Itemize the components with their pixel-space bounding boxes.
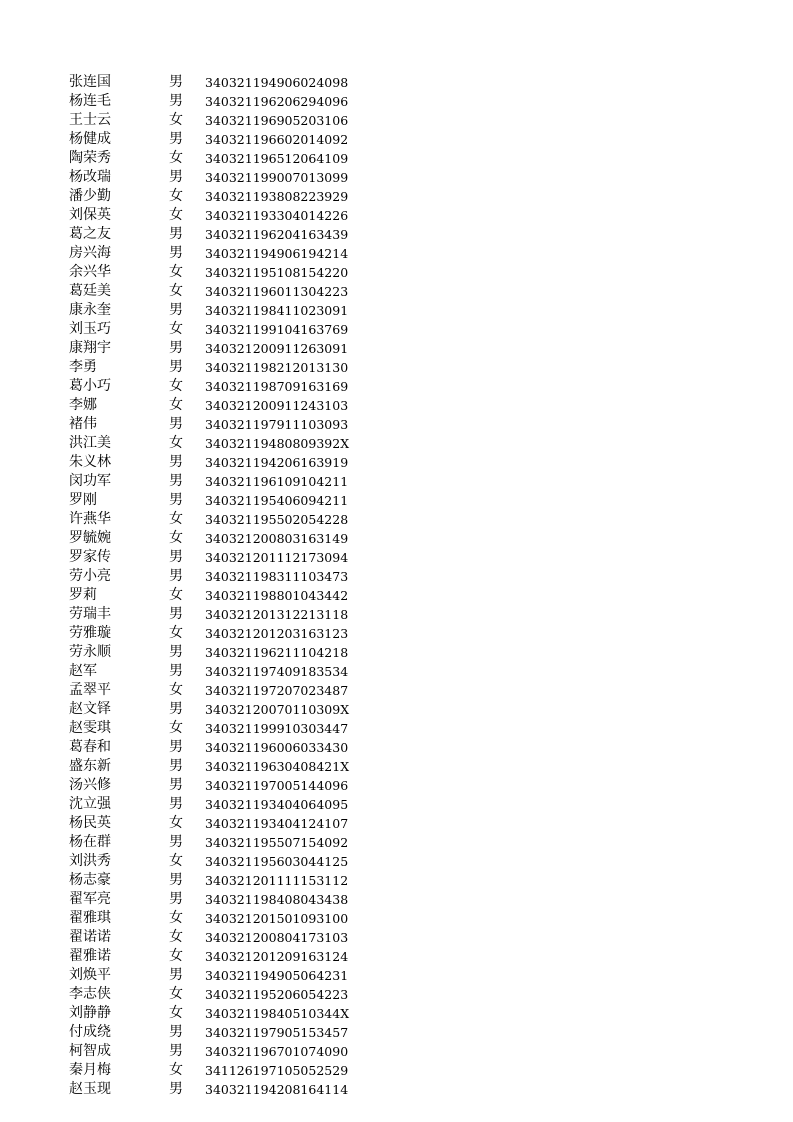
person-name: 柯智成	[69, 1043, 111, 1059]
table-row	[69, 111, 369, 130]
person-id-number: 340321200911263091	[205, 341, 349, 356]
table-row	[69, 738, 369, 757]
person-name: 刘保英	[69, 207, 111, 223]
person-gender: 女	[169, 264, 183, 280]
person-name: 刘洪秀	[69, 853, 111, 869]
person-gender: 男	[169, 967, 183, 983]
person-id-number: 340321195507154092	[205, 835, 349, 850]
person-id-number: 340321197905153457	[205, 1025, 349, 1040]
person-id-number: 340321194906024098	[205, 75, 349, 90]
person-gender: 女	[169, 682, 183, 698]
person-id-number: 340321200804173103	[205, 930, 349, 945]
table-row	[69, 358, 369, 377]
person-name: 康永奎	[69, 302, 111, 318]
person-id-number: 340321194906194214	[205, 246, 349, 261]
person-id-number: 340321196512064109	[205, 151, 349, 166]
person-name: 杨健成	[69, 131, 111, 147]
person-id-number: 340321197005144096	[205, 778, 349, 793]
person-gender: 男	[169, 226, 183, 242]
person-gender: 男	[169, 1081, 183, 1097]
person-id-number: 340321198411023091	[205, 303, 349, 318]
person-name: 沈立强	[69, 796, 111, 812]
person-name: 朱义林	[69, 454, 111, 470]
person-gender: 女	[169, 378, 183, 394]
person-name: 翟雅琪	[69, 910, 111, 926]
person-name: 汤兴修	[69, 777, 111, 793]
person-id-number: 340321196206294096	[205, 94, 349, 109]
table-row	[69, 985, 369, 1004]
person-gender: 男	[169, 644, 183, 660]
person-id-number: 340321200911243103	[205, 398, 349, 413]
person-name: 罗家传	[69, 549, 111, 565]
person-name: 王士云	[69, 112, 111, 128]
person-name: 杨民英	[69, 815, 111, 831]
person-name: 葛小巧	[69, 378, 111, 394]
person-gender: 女	[169, 929, 183, 945]
person-name: 潘少勤	[69, 188, 111, 204]
person-id-number: 340321193808223929	[205, 189, 349, 204]
person-id-number: 341126197105052529	[205, 1063, 349, 1078]
table-row	[69, 643, 369, 662]
person-name: 李勇	[69, 359, 97, 375]
table-row	[69, 1061, 369, 1080]
person-id-number: 340321194208164114	[205, 1082, 349, 1097]
table-row	[69, 225, 369, 244]
person-name: 刘焕平	[69, 967, 111, 983]
person-gender: 男	[169, 834, 183, 850]
person-name: 付成绕	[69, 1024, 111, 1040]
person-name: 葛之友	[69, 226, 111, 242]
person-name: 张连国	[69, 74, 111, 90]
person-gender: 女	[169, 435, 183, 451]
table-row	[69, 833, 369, 852]
person-id-number: 340321193404064095	[205, 797, 349, 812]
person-name: 秦月梅	[69, 1062, 111, 1078]
table-row	[69, 586, 369, 605]
person-gender: 女	[169, 112, 183, 128]
person-gender: 男	[169, 701, 183, 717]
table-row	[69, 700, 369, 719]
person-name: 劳雅璇	[69, 625, 111, 641]
person-id-number: 340321197207023487	[205, 683, 349, 698]
person-id-number: 34032120070110309X	[205, 702, 350, 717]
table-row	[69, 567, 369, 586]
person-gender: 男	[169, 549, 183, 565]
table-row	[69, 510, 369, 529]
table-row	[69, 529, 369, 548]
table-row	[69, 263, 369, 282]
table-row	[69, 339, 369, 358]
table-row	[69, 909, 369, 928]
person-id-number: 340321201203163123	[205, 626, 349, 641]
person-name: 刘玉巧	[69, 321, 111, 337]
person-name: 赵文铎	[69, 701, 111, 717]
person-gender: 女	[169, 910, 183, 926]
person-id-number: 340321198212013130	[205, 360, 349, 375]
table-row	[69, 662, 369, 681]
person-gender: 男	[169, 454, 183, 470]
person-gender: 女	[169, 625, 183, 641]
person-gender: 男	[169, 1024, 183, 1040]
table-row	[69, 814, 369, 833]
person-gender: 男	[169, 131, 183, 147]
person-gender: 男	[169, 302, 183, 318]
table-row	[69, 434, 369, 453]
person-gender: 男	[169, 340, 183, 356]
person-gender: 女	[169, 720, 183, 736]
table-row	[69, 453, 369, 472]
person-id-number: 340321197409183534	[205, 664, 349, 679]
person-gender: 女	[169, 321, 183, 337]
table-row	[69, 947, 369, 966]
person-name: 洪江美	[69, 435, 111, 451]
person-id-number: 340321199910303447	[205, 721, 349, 736]
person-gender: 男	[169, 1043, 183, 1059]
person-id-number: 340321198801043442	[205, 588, 349, 603]
person-id-number: 340321198311103473	[205, 569, 349, 584]
person-id-number: 34032119630408421X	[205, 759, 350, 774]
person-id-number: 340321197911103093	[205, 417, 349, 432]
person-id-number: 340321201312213118	[205, 607, 349, 622]
person-id-number: 34032119480809392X	[205, 436, 350, 451]
table-row	[69, 757, 369, 776]
person-id-number: 340321195108154220	[205, 265, 349, 280]
person-name: 翟军亮	[69, 891, 111, 907]
table-row	[69, 795, 369, 814]
table-row	[69, 1042, 369, 1061]
person-id-number: 340321200803163149	[205, 531, 349, 546]
person-id-number: 340321196905203106	[205, 113, 349, 128]
table-row	[69, 681, 369, 700]
person-gender: 女	[169, 815, 183, 831]
person-gender: 男	[169, 359, 183, 375]
person-id-number: 340321195603044125	[205, 854, 349, 869]
person-name: 褚伟	[69, 416, 97, 432]
person-name: 罗毓婉	[69, 530, 111, 546]
table-row	[69, 320, 369, 339]
person-gender: 女	[169, 207, 183, 223]
table-row	[69, 130, 369, 149]
person-id-number: 340321199104163769	[205, 322, 349, 337]
person-gender: 女	[169, 853, 183, 869]
person-name: 杨志豪	[69, 872, 111, 888]
person-name: 许燕华	[69, 511, 111, 527]
person-id-number: 340321193404124107	[205, 816, 349, 831]
person-id-number: 340321198709163169	[205, 379, 349, 394]
person-name: 余兴华	[69, 264, 111, 280]
person-gender: 男	[169, 796, 183, 812]
person-name: 孟翠平	[69, 682, 111, 698]
person-id-number: 340321195502054228	[205, 512, 349, 527]
person-gender: 男	[169, 169, 183, 185]
table-row	[69, 168, 369, 187]
table-row	[69, 605, 369, 624]
table-row	[69, 491, 369, 510]
person-gender: 女	[169, 511, 183, 527]
person-gender: 男	[169, 416, 183, 432]
person-gender: 男	[169, 758, 183, 774]
person-gender: 女	[169, 283, 183, 299]
person-id-number: 340321195406094211	[205, 493, 349, 508]
person-name: 赵雯琪	[69, 720, 111, 736]
person-id-number: 340321201501093100	[205, 911, 349, 926]
person-id-number: 340321196602014092	[205, 132, 349, 147]
table-row	[69, 776, 369, 795]
person-id-number: 340321194905064231	[205, 968, 349, 983]
table-row	[69, 852, 369, 871]
person-id-number: 340321198408043438	[205, 892, 349, 907]
person-gender: 女	[169, 188, 183, 204]
table-row	[69, 244, 369, 263]
person-gender: 女	[169, 530, 183, 546]
person-name: 罗刚	[69, 492, 97, 508]
table-row	[69, 415, 369, 434]
person-id-number: 340321196109104211	[205, 474, 349, 489]
person-name: 康翔宇	[69, 340, 111, 356]
person-gender: 男	[169, 473, 183, 489]
person-name: 赵玉现	[69, 1081, 111, 1097]
table-row	[69, 719, 369, 738]
person-name: 陶荣秀	[69, 150, 111, 166]
person-id-number: 340321194206163919	[205, 455, 349, 470]
person-id-number: 340321193304014226	[205, 208, 349, 223]
person-gender: 男	[169, 74, 183, 90]
table-row	[69, 472, 369, 491]
person-id-number: 340321201111153112	[205, 873, 349, 888]
table-row	[69, 73, 369, 92]
table-row	[69, 1080, 369, 1099]
person-name: 葛廷美	[69, 283, 111, 299]
person-gender: 男	[169, 739, 183, 755]
table-row	[69, 928, 369, 947]
table-row	[69, 377, 369, 396]
table-row	[69, 282, 369, 301]
person-gender: 男	[169, 568, 183, 584]
person-id-number: 340321196006033430	[205, 740, 349, 755]
person-id-number: 340321196011304223	[205, 284, 349, 299]
person-id-number: 340321196204163439	[205, 227, 349, 242]
person-gender: 男	[169, 777, 183, 793]
person-name: 杨改瑞	[69, 169, 111, 185]
person-gender: 男	[169, 606, 183, 622]
person-name: 赵军	[69, 663, 97, 679]
person-gender: 男	[169, 872, 183, 888]
table-row	[69, 966, 369, 985]
person-gender: 女	[169, 986, 183, 1002]
person-gender: 女	[169, 948, 183, 964]
person-gender: 男	[169, 891, 183, 907]
roster-table	[69, 73, 369, 1099]
person-name: 杨连毛	[69, 93, 111, 109]
person-name: 李志侠	[69, 986, 111, 1002]
person-id-number: 340321196211104218	[205, 645, 349, 660]
table-row	[69, 149, 369, 168]
person-id-number: 340321201112173094	[205, 550, 349, 565]
person-gender: 女	[169, 397, 183, 413]
person-id-number: 340321195206054223	[205, 987, 349, 1002]
person-name: 劳永顺	[69, 644, 111, 660]
person-name: 翟雅诺	[69, 948, 111, 964]
person-id-number: 340321201209163124	[205, 949, 349, 964]
person-gender: 男	[169, 245, 183, 261]
person-gender: 男	[169, 663, 183, 679]
table-row	[69, 890, 369, 909]
table-row	[69, 1004, 369, 1023]
person-gender: 女	[169, 1062, 183, 1078]
table-row	[69, 548, 369, 567]
table-row	[69, 187, 369, 206]
person-name: 翟诺诺	[69, 929, 111, 945]
person-name: 盛东新	[69, 758, 111, 774]
person-id-number: 34032119840510344X	[205, 1006, 350, 1021]
person-gender: 女	[169, 587, 183, 603]
person-gender: 女	[169, 1005, 183, 1021]
table-row	[69, 92, 369, 111]
person-gender: 男	[169, 93, 183, 109]
person-name: 罗莉	[69, 587, 97, 603]
table-row	[69, 301, 369, 320]
person-name: 李娜	[69, 397, 97, 413]
person-id-number: 340321199007013099	[205, 170, 349, 185]
table-row	[69, 396, 369, 415]
person-name: 刘静静	[69, 1005, 111, 1021]
person-name: 葛春和	[69, 739, 111, 755]
person-name: 闵功军	[69, 473, 111, 489]
table-row	[69, 871, 369, 890]
person-name: 劳瑞丰	[69, 606, 111, 622]
person-gender: 女	[169, 150, 183, 166]
person-gender: 男	[169, 492, 183, 508]
table-row	[69, 206, 369, 225]
table-row	[69, 1023, 369, 1042]
person-name: 劳小亮	[69, 568, 111, 584]
table-row	[69, 624, 369, 643]
person-id-number: 340321196701074090	[205, 1044, 349, 1059]
person-name: 房兴海	[69, 245, 111, 261]
person-name: 杨在群	[69, 834, 111, 850]
